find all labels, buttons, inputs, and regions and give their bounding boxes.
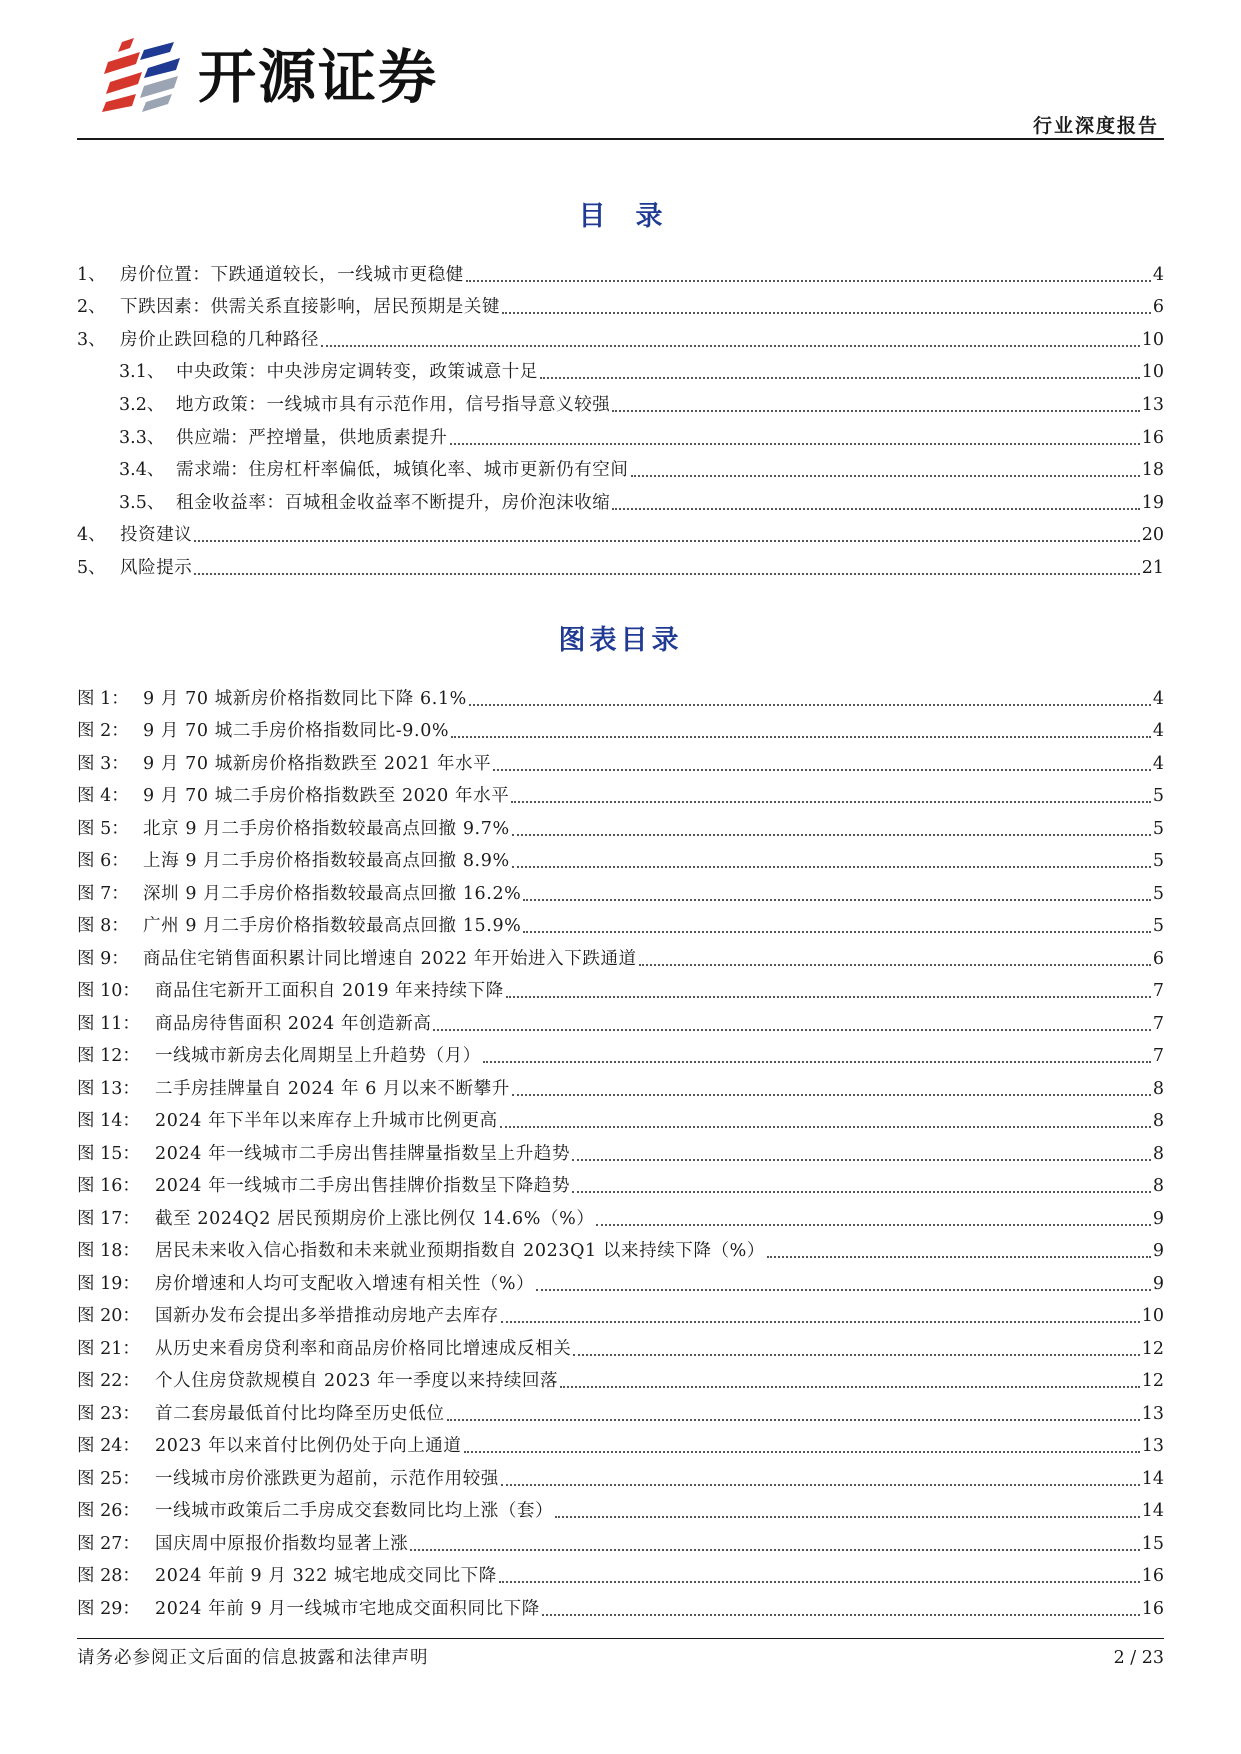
toc-entry-page: 19 (1141, 492, 1164, 513)
toc-entry-number: 2、 (77, 297, 106, 318)
brand-name: 开源证券 (198, 43, 439, 111)
toc-entry-text: 租金收益率：百城租金收益率不断提升，房价泡沫收缩 (176, 492, 611, 513)
toc-entry[interactable] (77, 547, 1164, 580)
toc-entry-text: 房价止跌回稳的几种路径 (120, 329, 320, 350)
dot-leader (502, 311, 1151, 314)
figure-entry-text: 9 月 70 城新房价格指数跌至 2021 年水平 (143, 753, 492, 774)
figure-entry-number: 图 22： (77, 1371, 140, 1391)
figure-entry-page: 10 (1141, 1306, 1164, 1326)
figure-entry[interactable] (77, 1328, 1164, 1361)
figure-entry-number: 图 20： (77, 1306, 140, 1326)
dot-leader (501, 1483, 1140, 1486)
figure-entry-page: 15 (1141, 1533, 1164, 1554)
figure-entry-number: 图 1： (77, 688, 129, 709)
toc-entry-page: 21 (1141, 557, 1164, 578)
dot-leader (500, 1125, 1151, 1128)
toc-entry-text: 投资建议 (120, 525, 193, 546)
toc-entry-number: 3.1、 (119, 362, 165, 383)
dot-leader (321, 344, 1140, 347)
dot-leader (410, 1548, 1139, 1551)
toc-entry[interactable] (77, 384, 1164, 417)
figure-entry[interactable] (77, 1036, 1164, 1069)
figure-entry-page: 12 (1141, 1371, 1164, 1391)
dot-leader (512, 865, 1151, 868)
toc-entry-text: 风险提示 (120, 557, 193, 578)
figure-list (77, 678, 1164, 1621)
figure-entry-page: 13 (1141, 1403, 1164, 1424)
figure-entry-page: 12 (1141, 1338, 1164, 1359)
figure-entry-number: 图 28： (77, 1566, 140, 1586)
figure-entry-number: 图 2： (77, 721, 129, 741)
toc-entry-number: 3.4、 (119, 460, 165, 481)
figure-entry[interactable] (77, 1101, 1164, 1134)
toc-entry-number: 1、 (77, 264, 106, 285)
dot-leader (555, 1515, 1140, 1518)
figure-entry[interactable] (77, 1133, 1164, 1166)
figure-entry-text: 2023 年以来首付比例仍处于向上通道 (155, 1436, 462, 1456)
dot-leader (612, 507, 1139, 510)
figure-entry[interactable] (77, 1003, 1164, 1036)
figure-entry-text: 个人住房贷款规模自 2023 年一季度以来持续回落 (155, 1371, 559, 1391)
figure-entry-number: 图 24： (77, 1436, 140, 1456)
figure-entry-page: 16 (1141, 1566, 1164, 1586)
dot-leader (540, 376, 1140, 379)
toc-entry-text: 下跌因素：供需关系直接影响，居民预期是关键 (120, 297, 501, 318)
dot-leader (542, 1613, 1140, 1616)
figure-entry[interactable] (77, 776, 1164, 809)
figure-entry-number: 图 4： (77, 786, 129, 806)
figure-entry-text: 首二套房最低首付比均降至历史低位 (155, 1403, 445, 1424)
dot-leader (447, 1418, 1140, 1421)
figure-entry-page: 4 (1152, 721, 1164, 741)
figure-entry-number: 图 10： (77, 981, 140, 1001)
figure-entry-page: 7 (1152, 981, 1164, 1001)
toc-entry-number: 3.3、 (119, 427, 165, 448)
figure-entry-text: 广州 9 月二手房价格指数较最高点回撤 15.9% (143, 916, 522, 936)
figure-entry-page: 4 (1152, 753, 1164, 774)
figure-entry[interactable] (77, 1263, 1164, 1296)
figure-entry-text: 房价增速和人均可支配收入增速有相关性（%） (155, 1273, 535, 1294)
figure-entry-text: 北京 9 月二手房价格指数较最高点回撤 9.7% (143, 818, 510, 839)
toc-entry-page: 13 (1141, 394, 1164, 415)
figure-entry[interactable] (77, 711, 1164, 744)
figure-entry-text: 上海 9 月二手房价格指数较最高点回撤 8.9% (143, 851, 510, 871)
toc-entry-page: 16 (1141, 427, 1164, 448)
figure-entry-text: 商品住宅新开工面积自 2019 年来持续下降 (155, 981, 504, 1001)
figure-entry[interactable] (77, 1231, 1164, 1264)
figure-entry-page: 8 (1152, 1078, 1164, 1099)
figure-entry-page: 8 (1152, 1143, 1164, 1164)
figure-entry[interactable] (77, 743, 1164, 776)
dot-leader (512, 833, 1151, 836)
figure-entry-text: 居民未来收入信心指数和未来就业预期指数自 2023Q1 以来持续下降（%） (155, 1241, 765, 1261)
figure-entry-text: 商品房待售面积 2024 年创造新高 (155, 1013, 432, 1034)
dot-leader (511, 800, 1151, 803)
toc-entry-page: 4 (1152, 264, 1164, 285)
figure-entry[interactable] (77, 1166, 1164, 1199)
toc-entry-text: 供应端：严控增量，供地质素提升 (176, 427, 448, 448)
toc-entry-page: 6 (1152, 297, 1164, 318)
figure-entry-number: 图 12： (77, 1046, 140, 1066)
figure-entry-text: 9 月 70 城二手房价格指数跌至 2020 年水平 (143, 786, 510, 806)
dot-leader (483, 1060, 1151, 1063)
toc-entry[interactable] (77, 482, 1164, 515)
figure-entry-number: 图 7： (77, 883, 129, 904)
figure-entry-page: 9 (1152, 1208, 1164, 1229)
figure-entry-text: 国新办发布会提出多举措推动房地产去库存 (155, 1306, 499, 1326)
dot-leader (560, 1385, 1140, 1388)
toc-entry-page: 18 (1141, 460, 1164, 481)
footer-divider (77, 1638, 1164, 1639)
dot-leader (523, 930, 1150, 933)
toc-entry-page: 20 (1141, 525, 1164, 546)
figure-entry-number: 图 8： (77, 916, 129, 936)
dot-leader (501, 1320, 1140, 1323)
dot-leader (523, 898, 1150, 901)
figure-entry-text: 商品住宅销售面积累计同比增速自 2022 年开始进入下跌通道 (143, 948, 637, 969)
dot-leader (612, 409, 1139, 412)
figure-entry-number: 图 6： (77, 851, 129, 871)
figure-entry-text: 2024 年下半年以来库存上升城市比例更高 (155, 1111, 498, 1131)
dot-leader (506, 995, 1151, 998)
toc-title: 目录 (578, 201, 693, 232)
toc-entry[interactable] (77, 450, 1164, 483)
figure-entry[interactable] (77, 906, 1164, 939)
figure-entry[interactable] (77, 1523, 1164, 1556)
figure-entry-page: 7 (1152, 1046, 1164, 1066)
figure-entry-text: 深圳 9 月二手房价格指数较最高点回撤 16.2% (143, 883, 522, 904)
dot-leader (466, 279, 1151, 282)
figure-entry[interactable] (77, 1588, 1164, 1621)
dot-leader (631, 474, 1140, 477)
dot-leader (194, 539, 1139, 542)
figure-entry-page: 5 (1152, 883, 1164, 904)
figure-entry-page: 8 (1152, 1111, 1164, 1131)
figure-entry[interactable] (77, 1198, 1164, 1231)
figure-entry-page: 14 (1141, 1468, 1164, 1489)
figure-entry-number: 图 21： (77, 1338, 140, 1359)
figure-entry-number: 图 9： (77, 948, 129, 969)
figure-entry-number: 图 13： (77, 1078, 140, 1099)
figure-entry[interactable] (77, 1296, 1164, 1329)
figure-entry-page: 5 (1152, 786, 1164, 806)
toc-entry[interactable] (77, 254, 1164, 287)
dot-leader (767, 1255, 1151, 1258)
figure-entry-number: 图 11： (77, 1013, 140, 1034)
figure-entry[interactable] (77, 873, 1164, 906)
figure-entry-text: 2024 年前 9 月 322 城宅地成交同比下降 (155, 1566, 497, 1586)
dot-leader (639, 963, 1151, 966)
figure-entry-number: 图 3： (77, 753, 129, 774)
figure-entry-text: 2024 年一线城市二手房出售挂牌价指数呈下降趋势 (155, 1176, 571, 1196)
figure-entry[interactable] (77, 1458, 1164, 1491)
figure-entry-text: 一线城市房价涨跌更为超前，示范作用较强 (155, 1468, 499, 1489)
toc-entry-number: 3、 (77, 329, 106, 350)
dot-leader (512, 1093, 1151, 1096)
figure-entry-page: 16 (1141, 1598, 1164, 1619)
figure-entry-text: 9 月 70 城二手房价格指数同比-9.0% (143, 721, 450, 741)
toc-entry-text: 地方政策：一线城市具有示范作用，信号指导意义较强 (176, 394, 611, 415)
figure-entry-number: 图 29： (77, 1598, 140, 1619)
figure-entry-page: 14 (1141, 1501, 1164, 1521)
dot-leader (536, 1288, 1151, 1291)
figure-entry-text: 一线城市新房去化周期呈上升趋势（月） (155, 1046, 481, 1066)
figure-entry-page: 6 (1152, 948, 1164, 969)
figure-entry-number: 图 15： (77, 1143, 140, 1164)
toc-entry-text: 需求端：住房杠杆率偏低，城镇化率、城市更新仍有空间 (176, 460, 629, 481)
toc-entry-page: 10 (1141, 329, 1164, 350)
figure-entry-number: 图 17： (77, 1208, 140, 1229)
figure-entry-text: 2024 年前 9 月一线城市宅地成交面积同比下降 (155, 1598, 540, 1619)
dot-leader (433, 1028, 1150, 1031)
dot-leader (450, 442, 1140, 445)
figure-entry-number: 图 25： (77, 1468, 140, 1489)
dot-leader (469, 703, 1151, 706)
figure-entry-number: 图 26： (77, 1501, 140, 1521)
header-divider (77, 138, 1164, 140)
figure-list-title: 图表目录 (558, 625, 683, 656)
toc-entry-text: 房价位置：下跌通道较长，一线城市更稳健 (120, 264, 464, 285)
figure-entry[interactable] (77, 1393, 1164, 1426)
figure-entry-number: 图 5： (77, 818, 129, 839)
footer-disclaimer: 请务必参阅正文后面的信息披露和法律声明 (77, 1648, 429, 1668)
toc-entry-number: 3.5、 (119, 492, 165, 513)
figure-entry[interactable] (77, 1426, 1164, 1459)
figure-entry-text: 9 月 70 城新房价格指数同比下降 6.1% (143, 688, 467, 709)
figure-entry[interactable] (77, 841, 1164, 874)
dot-leader (464, 1450, 1140, 1453)
toc-entry[interactable] (77, 319, 1164, 352)
figure-entry[interactable] (77, 808, 1164, 841)
figure-entry[interactable] (77, 1068, 1164, 1101)
figure-entry-number: 图 14： (77, 1111, 140, 1131)
toc-entry-text: 中央政策：中央涉房定调转变，政策诚意十足 (176, 362, 538, 383)
toc-entry[interactable] (77, 417, 1164, 450)
page-header (0, 0, 1241, 142)
figure-entry[interactable] (77, 1556, 1164, 1589)
dot-leader (451, 735, 1151, 738)
figure-entry[interactable] (77, 1491, 1164, 1524)
figure-entry-text: 二手房挂牌量自 2024 年 6 月以来不断攀升 (155, 1078, 510, 1099)
figure-entry[interactable] (77, 1361, 1164, 1394)
footer-page-number: 2 / 23 (1113, 1648, 1164, 1668)
figure-entry-text: 2024 年一线城市二手房出售挂牌量指数呈上升趋势 (155, 1143, 571, 1164)
figure-entry-page: 7 (1152, 1013, 1164, 1034)
figure-entry-number: 图 18： (77, 1241, 140, 1261)
toc-entry-number: 3.2、 (119, 394, 165, 415)
dot-leader (493, 768, 1151, 771)
figure-entry-number: 图 27： (77, 1533, 140, 1554)
figure-entry-page: 5 (1152, 916, 1164, 936)
figure-entry[interactable] (77, 938, 1164, 971)
brand-logo-icon (100, 36, 190, 114)
toc-entry-page: 10 (1141, 362, 1164, 383)
toc-entry[interactable] (77, 515, 1164, 548)
dot-leader (499, 1580, 1140, 1583)
toc-entry[interactable] (77, 352, 1164, 385)
dot-leader (573, 1353, 1139, 1356)
figure-entry-page: 5 (1152, 851, 1164, 871)
toc-entry-number: 4、 (77, 525, 106, 546)
figure-entry-number: 图 16： (77, 1176, 140, 1196)
figure-entry-page: 8 (1152, 1176, 1164, 1196)
figure-entry-text: 国庆周中原报价指数均显著上涨 (155, 1533, 409, 1554)
figure-entry-page: 9 (1152, 1241, 1164, 1261)
toc-entry[interactable] (77, 287, 1164, 320)
figure-entry-text: 从历史来看房贷利率和商品房价格同比增速成反相关 (155, 1338, 572, 1359)
figure-entry-page: 13 (1141, 1436, 1164, 1456)
figure-entry[interactable] (77, 971, 1164, 1004)
figure-entry-page: 9 (1152, 1273, 1164, 1294)
dot-leader (194, 572, 1139, 575)
figure-entry-number: 图 19： (77, 1273, 140, 1294)
dot-leader (596, 1223, 1150, 1226)
dot-leader (572, 1190, 1151, 1193)
figure-entry-page: 5 (1152, 818, 1164, 839)
figure-entry-number: 图 23： (77, 1403, 140, 1424)
toc-list (77, 254, 1164, 580)
figure-entry[interactable] (77, 678, 1164, 711)
figure-entry-text: 截至 2024Q2 居民预期房价上涨比例仅 14.6%（%） (155, 1208, 595, 1229)
figure-entry-page: 4 (1152, 688, 1164, 709)
figure-entry-text: 一线城市政策后二手房成交套数同比均上涨（套） (155, 1501, 554, 1521)
report-type-label: 行业深度报告 (1032, 115, 1159, 137)
dot-leader (572, 1158, 1151, 1161)
toc-entry-number: 5、 (77, 557, 106, 578)
